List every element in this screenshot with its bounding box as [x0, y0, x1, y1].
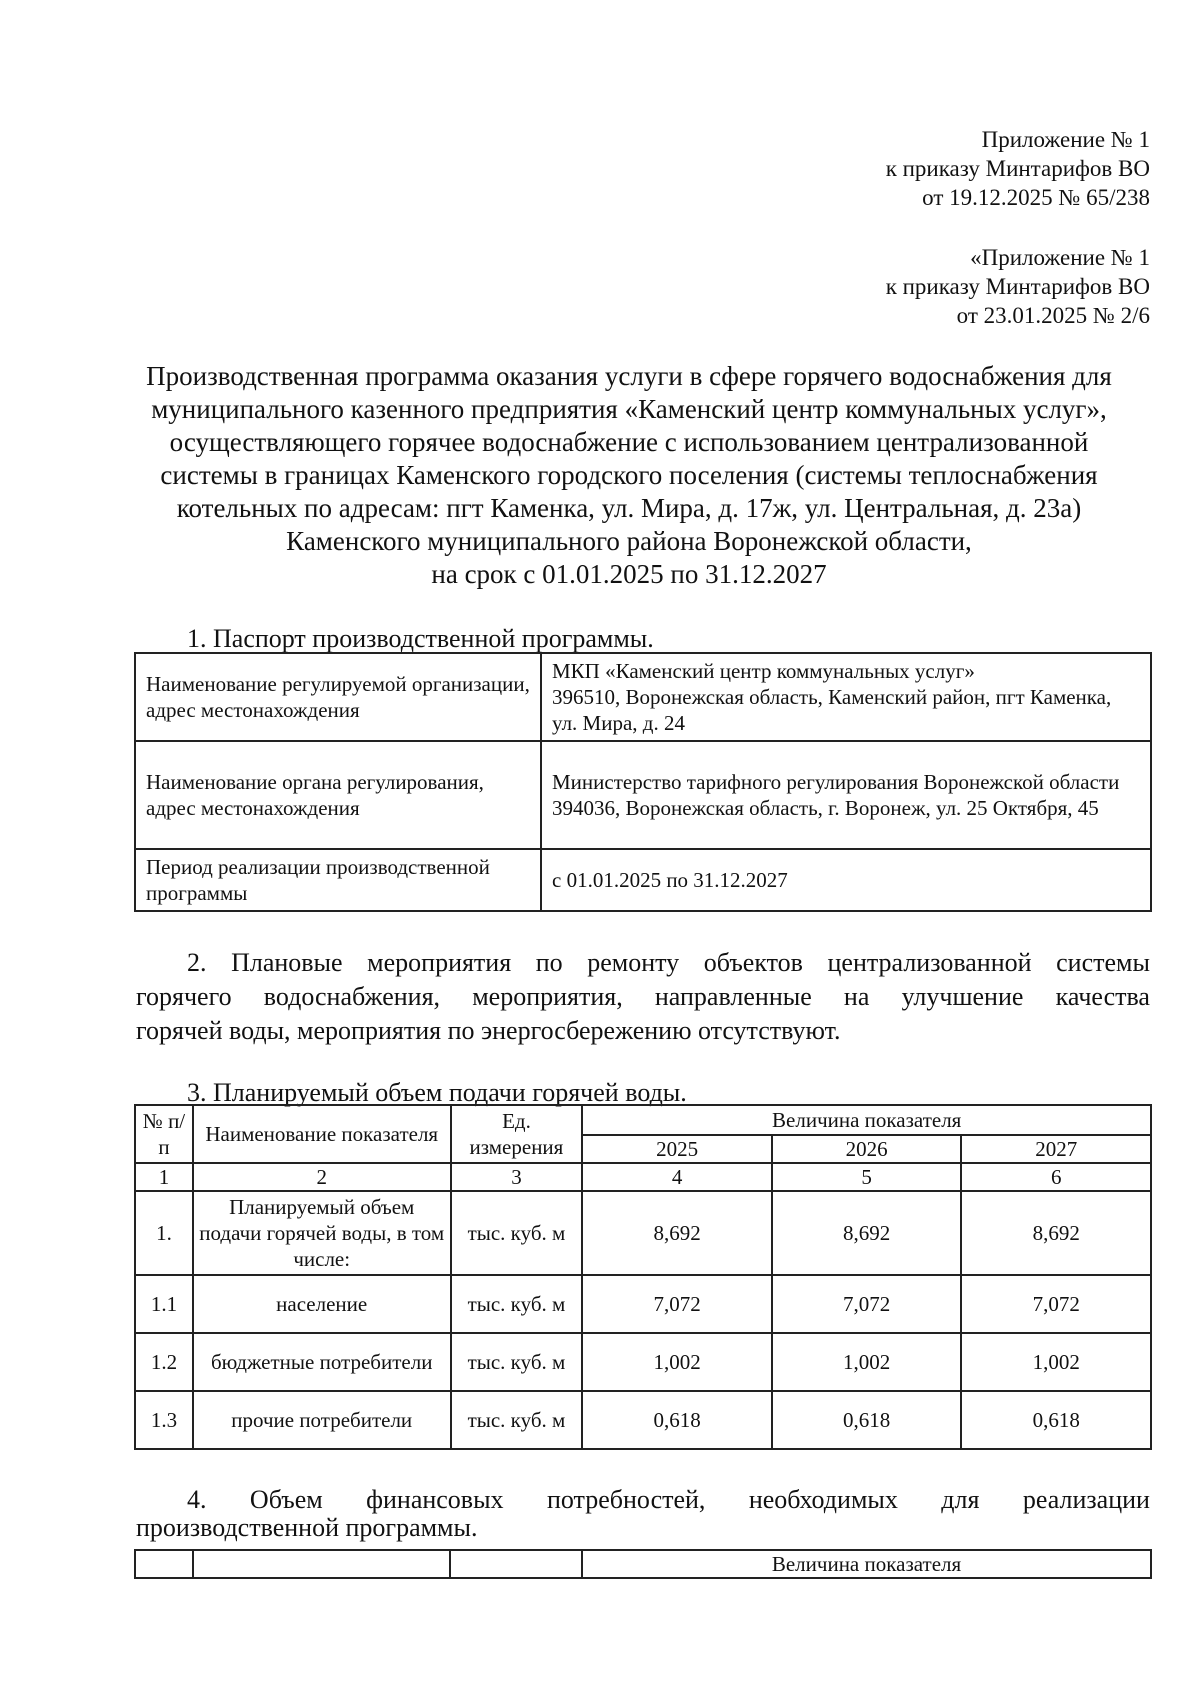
table-row [135, 849, 1151, 911]
column-number-row [135, 1163, 1151, 1191]
row-name: бюджетные потребители [193, 1333, 451, 1391]
word: по [535, 948, 563, 977]
header-year: 2026 [772, 1135, 962, 1163]
paragraph-line [136, 946, 1150, 980]
title-line: Каменского муниципального района Воронежской области, [286, 526, 972, 556]
row-num: 1.1 [135, 1275, 193, 1333]
appendix-line: «Приложение № 1 [970, 245, 1150, 270]
word: объектов [703, 948, 803, 977]
header-value-group: Величина показателя [582, 1105, 1151, 1135]
appendix-line: Приложение № 1 [981, 127, 1150, 152]
word: потребностей, [546, 1485, 706, 1514]
table-row [135, 1191, 1151, 1275]
word: водоснабжения, [263, 982, 441, 1011]
passport-value-line: Министерство тарифного регулирования Воронежской области [552, 770, 1120, 794]
value-2025: 0,618 [582, 1391, 772, 1449]
row-name: население [193, 1275, 451, 1333]
word: мероприятия, [472, 982, 623, 1011]
word: улучшение [901, 982, 1024, 1011]
row-unit: тыс. куб. м [451, 1391, 583, 1449]
table-row [135, 741, 1151, 849]
value-2026: 0,618 [772, 1391, 962, 1449]
volume-table [134, 1104, 1152, 1450]
paragraph-line [136, 1014, 1150, 1048]
passport-value-line: с 01.01.2025 по 31.12.2027 [552, 868, 788, 892]
row-name: прочие потребители [193, 1391, 451, 1449]
passport-label: Наименование органа регулирования, адрес местонахождения [135, 741, 541, 849]
row-num: 1.2 [135, 1333, 193, 1391]
word: мероприятия [367, 948, 512, 977]
word: горячего [136, 982, 232, 1011]
header-num [135, 1550, 193, 1578]
value-2025: 8,692 [582, 1191, 772, 1275]
title-line: системы в границах Каменского городского поселения (системы теплоснабжения [160, 460, 1098, 490]
table-row [135, 1275, 1151, 1333]
header-year: 2025 [582, 1135, 772, 1163]
word: реализации [1022, 1485, 1150, 1514]
appendix-header-current [886, 125, 1150, 212]
passport-value [541, 741, 1151, 849]
word: ремонту [587, 948, 680, 977]
section-4-paragraph [136, 1483, 1150, 1545]
word: централизованной [827, 948, 1032, 977]
header-name: Наименование показателя [193, 1105, 451, 1163]
passport-value-line: 396510, Воронежская область, Каменский район, пгт Каменка, ул. Мира, д. 24 [552, 685, 1112, 735]
word: необходимых [748, 1485, 898, 1514]
value-2027: 1,002 [961, 1333, 1151, 1391]
section-2-paragraph [136, 946, 1150, 1048]
section-3-heading: 3. Планируемый объем подачи горячей воды. [187, 1078, 687, 1107]
column-number: 6 [961, 1163, 1151, 1191]
value-2025: 1,002 [582, 1333, 772, 1391]
value-2026: 8,692 [772, 1191, 962, 1275]
word: на [843, 982, 870, 1011]
passport-table [134, 652, 1152, 912]
paragraph-line [136, 980, 1150, 1014]
word: производственной программы. [136, 1513, 478, 1542]
appendix-line: к приказу Минтарифов ВО [885, 274, 1150, 299]
word: Плановые [231, 948, 343, 977]
word: для [941, 1485, 980, 1514]
column-number: 5 [772, 1163, 962, 1191]
header-unit: Ед. измерения [451, 1105, 583, 1163]
row-num: 1. [135, 1191, 193, 1275]
row-name: Планируемый объем подачи горячей воды, в том числе: [193, 1191, 451, 1275]
header-num: № п/п [135, 1105, 193, 1163]
value-2027: 7,072 [961, 1275, 1151, 1333]
column-number: 4 [582, 1163, 772, 1191]
table-header-row [135, 1550, 1151, 1578]
financial-table [134, 1549, 1152, 1579]
header-value-group: Величина показателя [582, 1550, 1151, 1578]
word: направленные [654, 982, 812, 1011]
passport-label: Наименование регулируемой организации, адрес местонахождения [135, 653, 541, 741]
passport-value [541, 849, 1151, 911]
column-number: 1 [135, 1163, 193, 1191]
title-line: муниципального казенного предприятия «Каменский центр коммунальных услуг», [151, 394, 1107, 424]
word: горячей воды, мероприятия по энергосбережению отсутствуют. [136, 1016, 841, 1045]
value-2026: 7,072 [772, 1275, 962, 1333]
value-2027: 8,692 [961, 1191, 1151, 1275]
value-2025: 7,072 [582, 1275, 772, 1333]
document-title [118, 360, 1140, 591]
word: качества [1055, 982, 1150, 1011]
word: системы [1056, 948, 1150, 977]
passport-value [541, 653, 1151, 741]
value-2026: 1,002 [772, 1333, 962, 1391]
passport-value-line: МКП «Каменский центр коммунальных услуг» [552, 659, 975, 683]
column-number: 2 [193, 1163, 451, 1191]
value-2027: 0,618 [961, 1391, 1151, 1449]
row-unit: тыс. куб. м [451, 1333, 583, 1391]
appendix-line: от 23.01.2025 № 2/6 [956, 303, 1150, 328]
table-row [135, 653, 1151, 741]
word: Объем [249, 1485, 323, 1514]
appendix-header-previous [886, 243, 1150, 330]
header-year: 2027 [961, 1135, 1151, 1163]
header-unit [450, 1550, 582, 1578]
table-header-row [135, 1105, 1151, 1135]
column-number: 3 [451, 1163, 583, 1191]
title-line: котельных по адресам: пгт Каменка, ул. Мира, д. 17ж, ул. Центральная, д. 23а) [176, 493, 1082, 523]
title-line: на срок с 01.01.2025 по 31.12.2027 [431, 559, 827, 589]
title-line: осуществляющего горячее водоснабжение с использованием централизованной [169, 427, 1089, 457]
passport-label: Период реализации производственной программы [135, 849, 541, 911]
row-num: 1.3 [135, 1391, 193, 1449]
title-line: Производственная программа оказания услуги в сфере горячего водоснабжения для [146, 361, 1112, 391]
table-row [135, 1391, 1151, 1449]
row-unit: тыс. куб. м [451, 1275, 583, 1333]
passport-value-line: 394036, Воронежская область, г. Воронеж, ул. 25 Октября, 45 [552, 796, 1099, 820]
word: финансовых [366, 1485, 504, 1514]
table-row [135, 1333, 1151, 1391]
word: 4. [187, 1485, 207, 1514]
appendix-line: к приказу Минтарифов ВО [885, 156, 1150, 181]
word: 2. [187, 948, 207, 977]
section-1-heading: 1. Паспорт производственной программы. [187, 624, 654, 653]
header-name [193, 1550, 450, 1578]
appendix-line: от 19.12.2025 № 65/238 [922, 185, 1150, 210]
row-unit: тыс. куб. м [451, 1191, 583, 1275]
